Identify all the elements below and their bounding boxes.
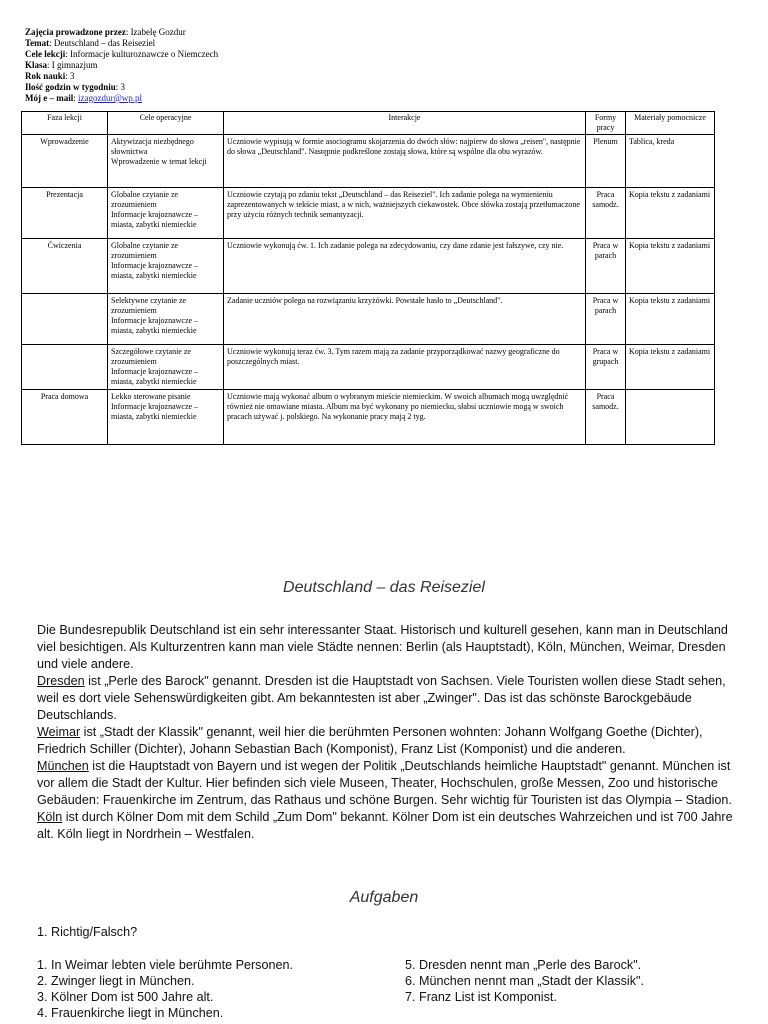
cell-materialy bbox=[626, 390, 715, 445]
cele-line: Globalne czytanie ze zrozumieniem bbox=[111, 190, 179, 209]
cell-cele bbox=[108, 294, 224, 345]
task-heading: 1. Richtig/Falsch? bbox=[37, 925, 138, 939]
klasa-value: : I gimnazjum bbox=[47, 60, 98, 70]
header-row-mail bbox=[25, 93, 425, 104]
temat-label: Temat bbox=[25, 38, 50, 48]
cele-label: Cele lekcji bbox=[25, 49, 66, 59]
list-item: 7. Franz List ist Komponist. bbox=[405, 990, 557, 1004]
cell-cele bbox=[108, 188, 224, 239]
cell-faza: Prezentacja bbox=[22, 188, 108, 239]
cell-interakcje: Uczniowie wykonują teraz ćw. 3. Tym razem mają za zadanie przyporządkować nazwy geograficzne do poszczególnych miast. bbox=[224, 345, 586, 390]
city-name-weimar: Weimar bbox=[37, 725, 81, 739]
cell-materialy: Tablica, kreda bbox=[626, 135, 715, 188]
list-item: 1. In Weimar lebten viele berühmte Personen. bbox=[37, 958, 293, 972]
cell-faza bbox=[22, 294, 108, 345]
cele-line: Lekko sterowane pisanie bbox=[111, 392, 191, 401]
list-item: 6. München nennt man „Stadt der Klassik". bbox=[405, 974, 644, 988]
cele-value: : Informacje kulturoznawcze o Niemczech bbox=[65, 49, 219, 59]
email-link[interactable]: izagozdur@wp.pl bbox=[78, 93, 143, 103]
cell-cele bbox=[108, 390, 224, 445]
table-row bbox=[22, 135, 715, 188]
koeln-text: ist durch Kölner Dom mit dem Schild „Zum Dom" bekannt. Kölner Dom ist ein deutsches Wahrzeichen und ist 700 Jahre alt. Köln liegt in Nordrhein – Westfalen. bbox=[37, 810, 733, 841]
table-row bbox=[22, 345, 715, 390]
city-name-koeln: Köln bbox=[37, 810, 63, 824]
list-item: 5. Dresden nennt man „Perle des Barock". bbox=[405, 958, 642, 972]
reading-intro: Die Bundesrepublik Deutschland ist ein sehr interessanter Staat. Historisch und kulturell gesehen, kann man in Deutschland viel besichtigen. Als Kulturzentren kann man viele Städte nennen: Berlin (als Hauptstadt), Köln, München, Weimar, Dresden und viele andere. bbox=[37, 623, 728, 671]
cele-line: Globalne czytanie ze zrozumieniem bbox=[111, 241, 179, 260]
cele-line: Informacje krajoznawcze – miasta, zabytki niemieckie bbox=[111, 261, 199, 280]
header-row-rok bbox=[25, 71, 425, 82]
reading-title: Deutschland – das Reiseziel bbox=[283, 579, 485, 596]
table-row bbox=[22, 239, 715, 294]
cell-formy: Praca w parach bbox=[586, 294, 626, 345]
list-item: 2. Zwinger liegt in München. bbox=[37, 974, 195, 988]
cele-line: Selektywne czytanie ze zrozumieniem bbox=[111, 296, 187, 315]
cell-cele bbox=[108, 345, 224, 390]
header-row-temat bbox=[25, 38, 425, 49]
reading-muenchen bbox=[37, 758, 737, 809]
cell-materialy: Kopia tekstu z zadaniami bbox=[626, 345, 715, 390]
reading-dresden bbox=[37, 673, 737, 724]
temat-value: : Deutschland – das Reiseziel bbox=[49, 38, 156, 48]
city-name-dresden: Dresden bbox=[37, 674, 85, 688]
table-row bbox=[22, 188, 715, 239]
reading-koeln bbox=[37, 809, 737, 843]
cell-interakcje: Uczniowie mają wykonać album o wybranym mieście niemieckim. W swoich albumach mogą uwzględnić również nie omawiane miasta. Album ma być wykonany po niemiecku, słabsi uczniowie mogą w swoich pracach używać j. polskiego. Na wykonanie pracy mają 2 tyg. bbox=[224, 390, 586, 445]
cell-interakcje: Uczniowie wypisują w formie asociogramu skojarzenia do dwóch słów: najpierw do słowa „reisen", następnie do słowa „Deutschland". Następnie podkreślone zostają słowa, które są wspólne dla obu wyrazów. bbox=[224, 135, 586, 188]
weimar-text: ist „Stadt der Klassik" genannt, weil hier die berühmten Personen wohnten: Johann Wolfgang Goethe (Dichter), Friedrich Schiller (Dichter), Johann Sebastian Bach (Komponist), Franz List (Komponist) und die anderen. bbox=[37, 725, 703, 756]
table-header-row bbox=[22, 112, 715, 135]
cell-cele bbox=[108, 239, 224, 294]
godzin-label: Ilość godzin w tygodniu bbox=[25, 82, 116, 92]
cell-formy: Praca w parach bbox=[586, 239, 626, 294]
cell-formy: Praca w grupach bbox=[586, 345, 626, 390]
cell-materialy: Kopia tekstu z zadaniami bbox=[626, 188, 715, 239]
cell-interakcje: Zadanie uczniów polega na rozwiązaniu krzyżówki. Powstałe hasło to „Deutschland". bbox=[224, 294, 586, 345]
klasa-label: Klasa bbox=[25, 60, 48, 70]
cell-formy: Praca samodz. bbox=[586, 188, 626, 239]
mail-sep: : bbox=[73, 93, 78, 103]
header-row-zajecia bbox=[25, 27, 425, 38]
cele-line: Informacje krajoznawcze – miasta, zabytki niemieckie bbox=[111, 367, 199, 386]
rok-label: Rok nauki bbox=[25, 71, 66, 81]
mail-label: Mój e – mail bbox=[25, 93, 74, 103]
header-row-klasa bbox=[25, 60, 425, 71]
godzin-value: : 3 bbox=[115, 82, 126, 92]
list-item: 3. Kölner Dom ist 500 Jahre alt. bbox=[37, 990, 214, 1004]
col-header-faza: Faza lekcji bbox=[22, 112, 108, 135]
zajecia-label: Zajęcia prowadzone przez bbox=[25, 27, 126, 37]
cell-interakcje: Uczniowie czytają po zdaniu tekst „Deutschland – das Reiseziel". Ich zadanie polega na wymienieniu zaprezentowanych w tekście miast, a w nich, ważniejszych ciekawostek. Obce słówka zostają przetłumaczone przy użyciu różnych technik semantyzacji. bbox=[224, 188, 586, 239]
cell-formy: Praca samodz. bbox=[586, 390, 626, 445]
col-header-formy: Formy pracy bbox=[586, 112, 626, 135]
table-row bbox=[22, 390, 715, 445]
cell-materialy: Kopia tekstu z zadaniami bbox=[626, 239, 715, 294]
cele-line: Aktywizacja niezbędnego słownictwa bbox=[111, 137, 194, 156]
cele-line: Wprowadzenie w temat lekcji bbox=[111, 157, 207, 166]
cell-interakcje: Uczniowie wykonują ćw. 1. Ich zadanie polega na zdecydowaniu, czy dane zdanie jest fałszywe, czy nie. bbox=[224, 239, 586, 294]
list-item: 4. Frauenkirche liegt in München. bbox=[37, 1006, 224, 1020]
cell-materialy: Kopia tekstu z zadaniami bbox=[626, 294, 715, 345]
lesson-plan-table bbox=[21, 111, 715, 445]
reading-weimar bbox=[37, 724, 737, 758]
city-name-muenchen: München bbox=[37, 759, 89, 773]
reading-text bbox=[37, 622, 737, 843]
cele-line: Informacje krajoznawcze – miasta, zabytki niemieckie bbox=[111, 210, 199, 229]
col-header-cele: Cele operacyjne bbox=[108, 112, 224, 135]
cele-line: Informacje krajoznawcze – miasta, zabytki niemieckie bbox=[111, 316, 199, 335]
table-row bbox=[22, 294, 715, 345]
task-list-left bbox=[37, 957, 293, 1021]
task-list-right bbox=[405, 957, 644, 1005]
col-header-materialy: Materiały pomocnicze bbox=[626, 112, 715, 135]
dresden-text: ist „Perle des Barock" genannt. Dresden ist die Hauptstadt von Sachsen. Viele Touristen wollen diese Stadt sehen, weil es dort viele Sehenswürdigkeiten gibt. Am bekanntesten ist aber „Zwinger". Das ist das schönste Barockgebäude Deutschlands. bbox=[37, 674, 726, 722]
cell-faza: Ćwiczenia bbox=[22, 239, 108, 294]
cell-formy: Plenum bbox=[586, 135, 626, 188]
header-row-godzin bbox=[25, 82, 425, 93]
zajecia-value: : Izabelę Gozdur bbox=[125, 27, 186, 37]
cell-faza: Praca domowa bbox=[22, 390, 108, 445]
cele-line: Szczegółowe czytanie ze zrozumieniem bbox=[111, 347, 191, 366]
col-header-interakcje: Interakcje bbox=[224, 112, 586, 135]
cele-line: Informacje krajoznawcze – miasta, zabytki niemieckie bbox=[111, 402, 199, 421]
rok-value: : 3 bbox=[65, 71, 75, 81]
lesson-header bbox=[25, 27, 425, 104]
tasks-title: Aufgaben bbox=[349, 889, 419, 906]
cell-cele bbox=[108, 135, 224, 188]
cell-faza bbox=[22, 345, 108, 390]
muenchen-text: ist die Hauptstadt von Bayern und ist wegen der Politik „Deutschlands heimliche Hauptstadt" genannt. München ist vor allem die Stadt der Kultur. Hier befinden sich viele Museen, Theater, Hochschulen, große Messen, Zoo und historische Gebäuden: Frauenkirche im Zentrum, das Rathaus und schöne Burgen. Sehr wichtig für Touristen ist das Olympia – Stadion. bbox=[37, 759, 732, 807]
cell-faza: Wprowadzenie bbox=[22, 135, 108, 188]
header-row-cele bbox=[25, 49, 425, 60]
